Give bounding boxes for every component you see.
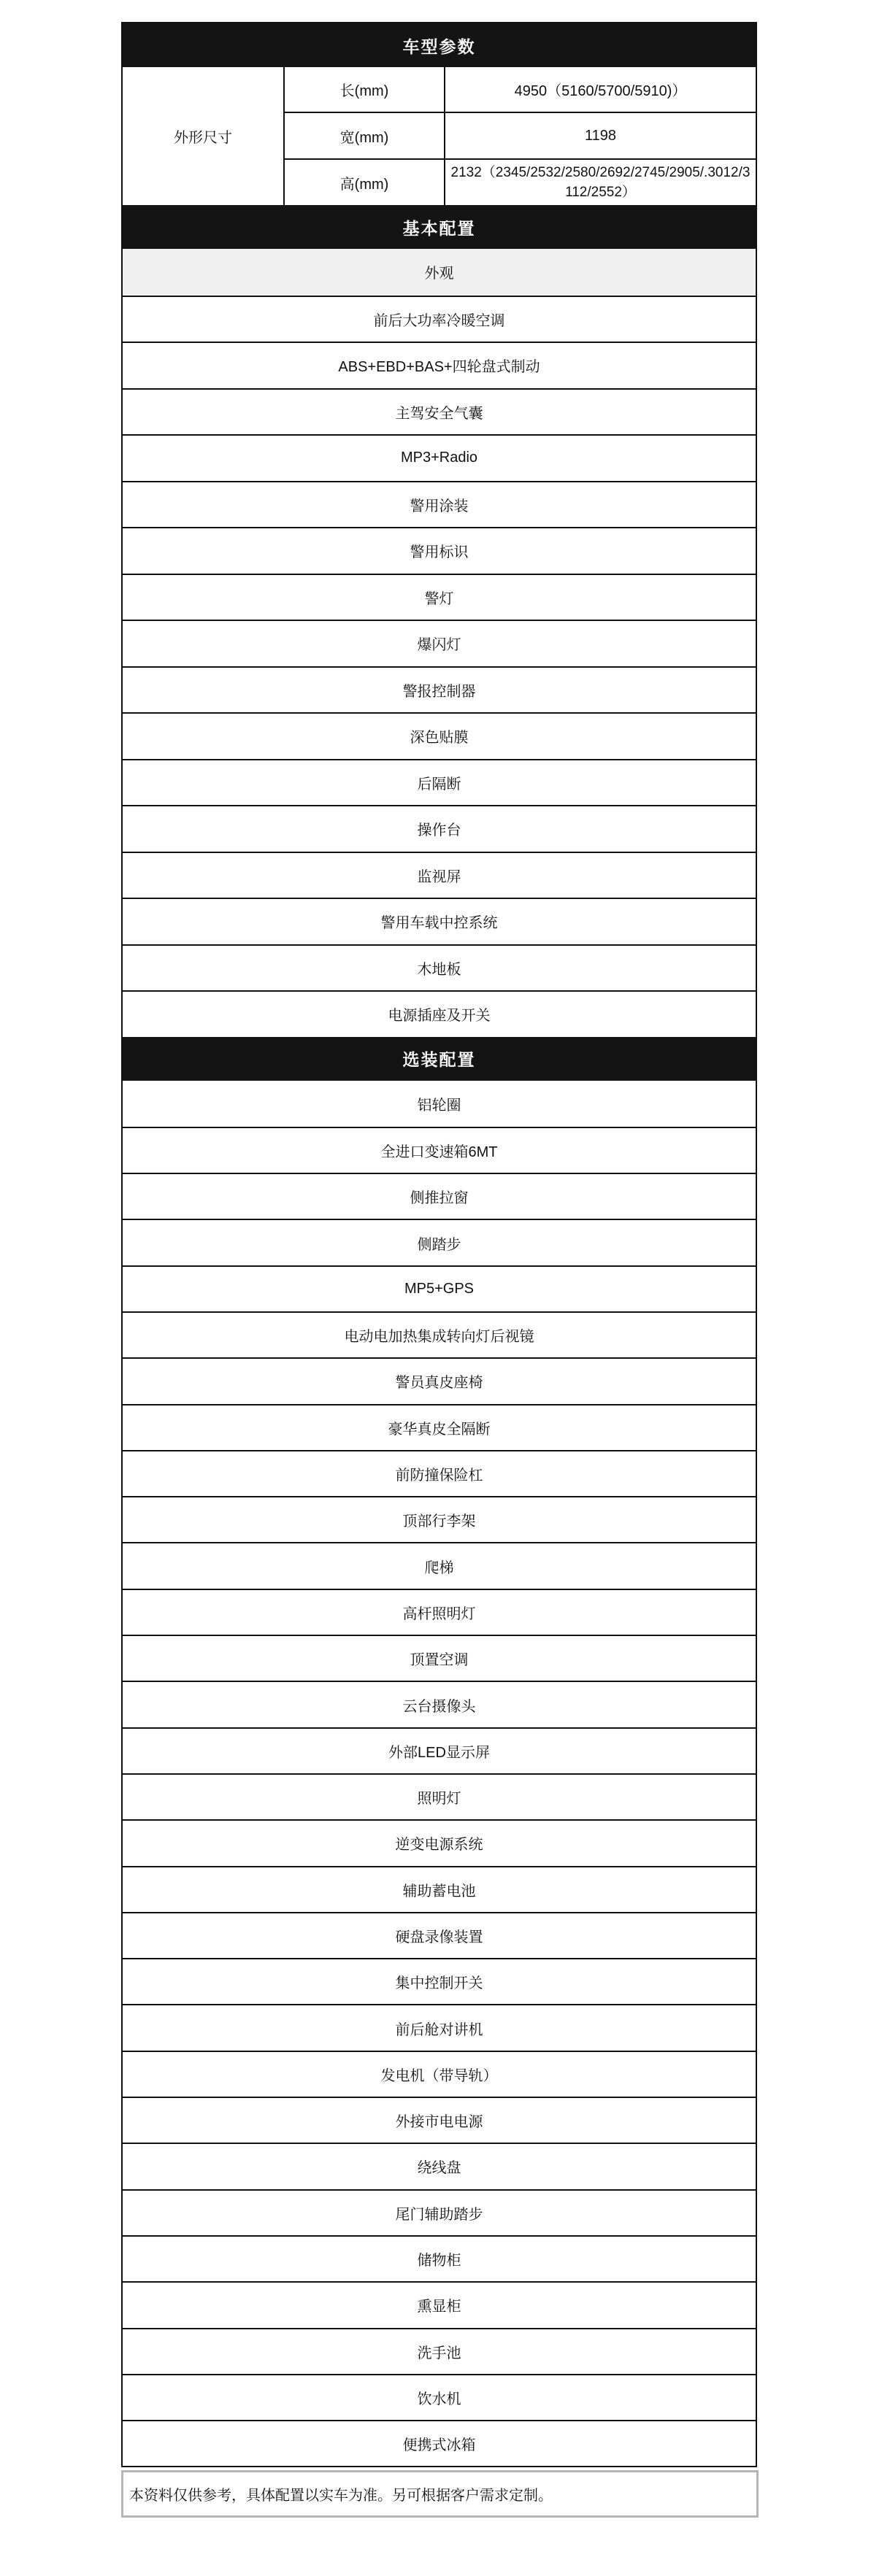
config-row: 电动电加热集成转向灯后视镜 [123, 1311, 756, 1357]
config-row: 侧踏步 [123, 1219, 756, 1265]
config-row: 云台摄像头 [123, 1681, 756, 1727]
config-row: 绕线盘 [123, 2143, 756, 2189]
config-row: MP3+Radio [123, 434, 756, 481]
config-row: 爆闪灯 [123, 620, 756, 666]
dimensions-group-label: 外形尺寸 [123, 67, 283, 205]
config-subheader-row: 外观 [123, 249, 756, 296]
config-row: 外部LED显示屏 [123, 1727, 756, 1773]
config-row: 储物柜 [123, 2235, 756, 2281]
optional-config-rows [123, 1081, 756, 2467]
config-row: 前后大功率冷暖空调 [123, 296, 756, 342]
config-row: 硬盘录像装置 [123, 1912, 756, 1958]
config-row: 饮水机 [123, 2374, 756, 2420]
footer-note: 本资料仅供参考，具体配置以实车为准。另可根据客户需求定制。 [121, 2470, 759, 2518]
config-row: 警报控制器 [123, 666, 756, 713]
config-row: 主驾安全气囊 [123, 388, 756, 435]
config-row: 洗手池 [123, 2328, 756, 2374]
config-row: 顶置空调 [123, 1635, 756, 1681]
config-row: 深色贴膜 [123, 712, 756, 759]
config-row: 豪华真皮全隔断 [123, 1404, 756, 1450]
length-value: 4950（5160/5700/5910)） [445, 67, 756, 112]
config-row: 尾门辅助踏步 [123, 2189, 756, 2235]
config-row: 外接市电电源 [123, 2097, 756, 2143]
config-row: 木地板 [123, 944, 756, 991]
config-row: 前防撞保险杠 [123, 1450, 756, 1496]
config-row: 便携式冰箱 [123, 2420, 756, 2466]
config-row: 侧推拉窗 [123, 1173, 756, 1219]
config-row: 发电机（带导轨） [123, 2051, 756, 2097]
config-row: 高杆照明灯 [123, 1589, 756, 1635]
config-row: 熏显柜 [123, 2281, 756, 2327]
height-label: 高(mm) [285, 160, 444, 205]
config-row: 集中控制开关 [123, 1958, 756, 2004]
width-label: 宽(mm) [285, 113, 444, 158]
config-row: 爬梯 [123, 1542, 756, 1588]
config-row: 照明灯 [123, 1773, 756, 1819]
config-row: 逆变电源系统 [123, 1819, 756, 1865]
config-row: 警用涂装 [123, 481, 756, 528]
config-row: MP5+GPS [123, 1265, 756, 1311]
config-row: 后隔断 [123, 759, 756, 806]
height-value: 2132（2345/2532/2580/2692/2745/2905/.3012/3112/2552） [445, 160, 756, 205]
basic-config-title: 基本配置 [123, 205, 756, 249]
config-row: 辅助蓄电池 [123, 1866, 756, 1912]
config-row: 顶部行李架 [123, 1496, 756, 1542]
config-row: 操作台 [123, 805, 756, 852]
length-label: 长(mm) [285, 67, 444, 112]
config-row: 警灯 [123, 574, 756, 620]
config-row: 全进口变速箱6MT [123, 1127, 756, 1173]
config-row: 电源插座及开关 [123, 990, 756, 1037]
config-row: 铝轮圈 [123, 1081, 756, 1127]
config-row: 前后舱对讲机 [123, 2004, 756, 2050]
basic-config-rows [123, 249, 756, 1037]
config-row: ABS+EBD+BAS+四轮盘式制动 [123, 342, 756, 388]
optional-config-title: 选装配置 [123, 1037, 756, 1081]
config-row: 警员真皮座椅 [123, 1357, 756, 1403]
config-row: 警用车载中控系统 [123, 898, 756, 944]
table-title: 车型参数 [123, 23, 756, 67]
width-value: 1198 [445, 113, 756, 158]
config-row: 警用标识 [123, 527, 756, 574]
vehicle-spec-table [121, 22, 757, 2467]
config-row: 监视屏 [123, 852, 756, 898]
dimensions-section [123, 67, 756, 205]
